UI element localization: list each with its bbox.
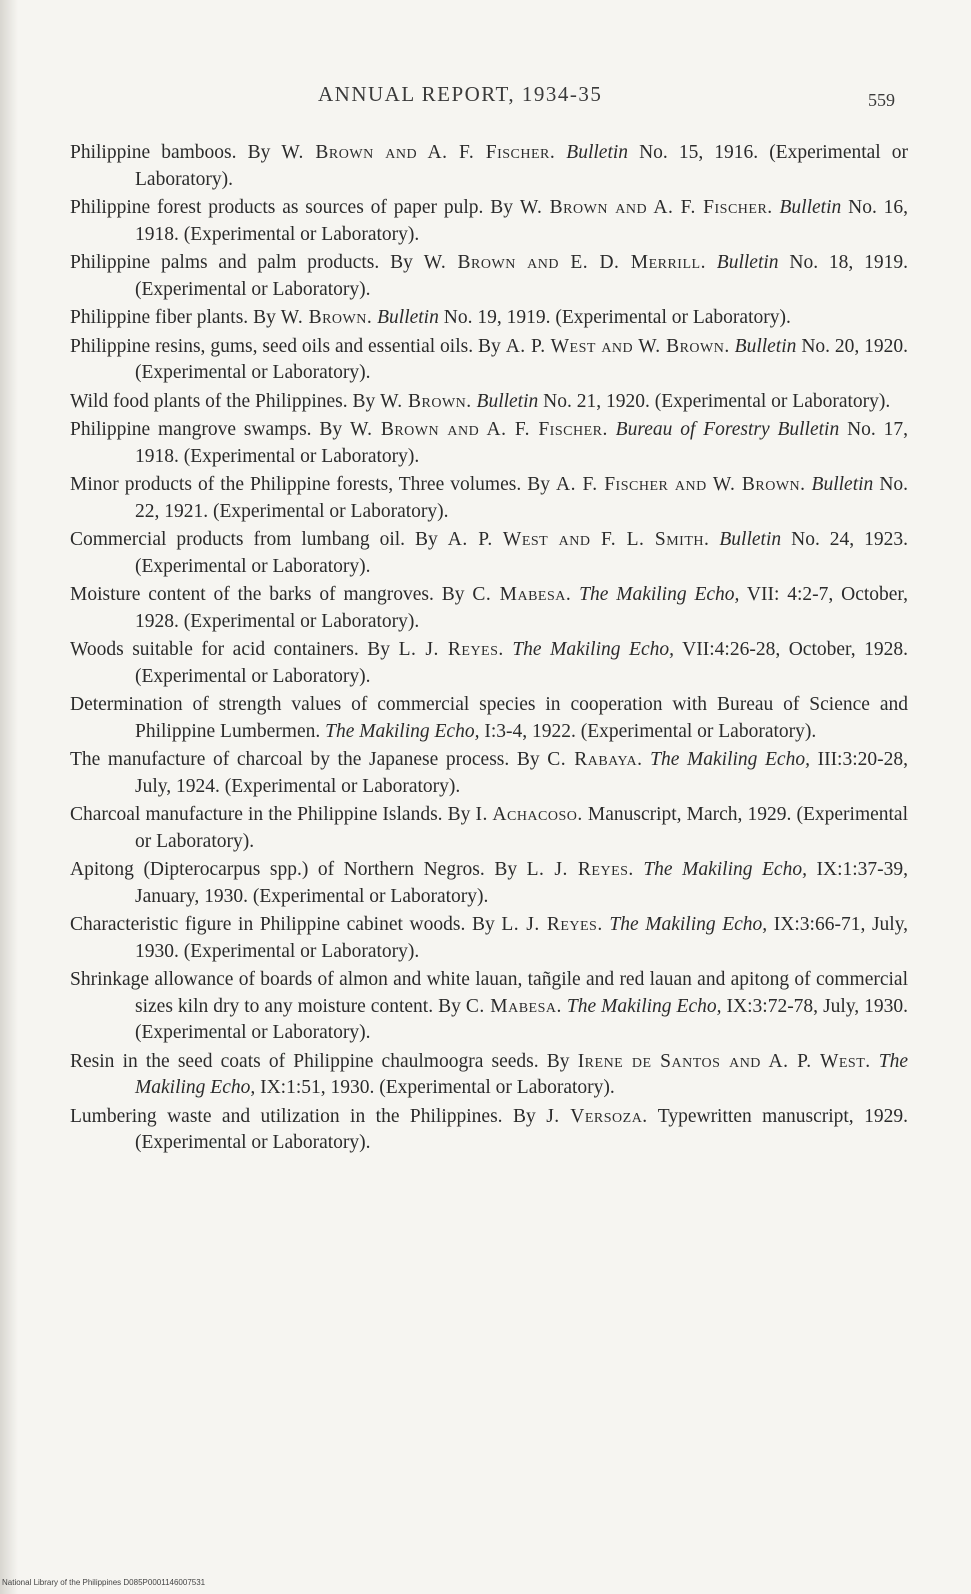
entry-publication: Bulletin: [716, 252, 779, 273]
list-item: [70, 140, 908, 193]
entry-title: Characteristic figure in Philippine cabinet woods.: [70, 914, 466, 935]
entry-authors: L. J. Reyes.: [398, 639, 504, 660]
entry-note: (Experimental or Laboratory).: [135, 804, 909, 852]
entry-publication: The Makiling Echo,: [135, 1050, 909, 1098]
entry-details: IX:3:66-71, July, 1930.: [135, 914, 909, 962]
entry-title: Apitong (Dipterocarpus spp.) of Northern Negros.: [70, 859, 485, 880]
entry-by: By: [253, 307, 276, 328]
entry-title: The manufacture of charcoal by the Japanese process.: [70, 749, 510, 770]
entry-publication: Bureau of Forestry Bulletin: [615, 419, 840, 440]
entry-note: (Experimental or Laboratory).: [252, 885, 489, 907]
entry-details: No. 19, 1919.: [443, 307, 551, 328]
list-item: [70, 967, 908, 1047]
entry-note: (Experimental or Laboratory).: [183, 610, 420, 632]
entry-by: By: [471, 914, 495, 935]
list-item: [70, 250, 908, 303]
list-item: [70, 417, 908, 470]
entry-title: Philippine forest products as sources of paper pulp.: [70, 197, 484, 218]
entry-details: Manuscript, March, 1929.: [587, 804, 792, 825]
entry-details: No. 21, 1920.: [543, 390, 650, 412]
entry-details: No. 16, 1918.: [135, 197, 909, 245]
entry-publication: Bulletin: [377, 307, 439, 328]
entry-by: By: [319, 419, 343, 440]
entry-by: By: [441, 584, 465, 605]
running-title: ANNUAL REPORT, 1934-35: [318, 82, 603, 106]
entry-authors: W. Brown and E. D. Merrill.: [423, 252, 706, 273]
entry-details: No. 17, 1918.: [135, 419, 908, 467]
entry-by: By: [415, 529, 438, 550]
entry-authors: A. F. Fischer and W. Brown.: [556, 474, 806, 495]
entry-authors: C. Mabesa.: [465, 995, 562, 1017]
entry-title: Charcoal manufacture in the Philippine Islands.: [70, 804, 443, 825]
list-item: [70, 472, 908, 525]
entry-by: By: [494, 859, 518, 880]
entry-by: By: [390, 252, 413, 273]
entry-authors: I. Achacoso.: [475, 804, 583, 825]
entry-details: No. 18, 1919.: [789, 252, 909, 273]
entry-note: (Experimental or Laboratory).: [224, 775, 461, 797]
entry-by: By: [546, 1050, 570, 1072]
entry-note: (Experimental or Laboratory).: [135, 362, 371, 383]
entry-title: Wild food plants of the Philippines.: [70, 390, 348, 412]
entry-authors: C. Rabaya.: [547, 749, 643, 770]
entry-title: Lumbering waste and utilization in the Philippines.: [70, 1105, 503, 1127]
entry-authors: L. J. Reyes.: [501, 914, 603, 935]
list-item: [70, 1104, 908, 1157]
entry-note: (Experimental or Laboratory).: [213, 500, 449, 522]
entry-publication: The Makiling Echo,: [579, 584, 740, 605]
entry-by: By: [490, 197, 513, 218]
entry-title: Woods suitable for acid containers.: [70, 639, 359, 660]
entry-details: Typewritten manuscript, 1929.: [657, 1105, 909, 1127]
entry-details: III:3:20-28, July, 1924.: [135, 749, 909, 797]
entry-authors: W. Brown.: [280, 307, 373, 328]
list-item: [70, 857, 908, 910]
entry-note: (Experimental or Laboratory).: [135, 1132, 371, 1153]
entry-details: VII: 4:2-7, October, 1928.: [135, 584, 909, 632]
entry-details: No. 22, 1921.: [135, 474, 909, 522]
entry-title: Commercial products from lumbang oil.: [70, 529, 406, 550]
entry-authors: W. Brown.: [380, 390, 472, 412]
scan-credit: National Library of the Philippines D085P0001146007531: [2, 1578, 206, 1587]
entry-publication: The Makiling Echo,: [609, 914, 768, 935]
entry-note: (Experimental or Laboratory).: [183, 445, 420, 467]
entry-by: By: [367, 639, 391, 660]
entry-note: (Experimental or Laboratory).: [379, 1077, 615, 1098]
entry-by: By: [516, 749, 540, 770]
entry-authors: W. Brown and A. F. Fischer.: [349, 419, 608, 440]
list-item: [70, 912, 908, 965]
entry-authors: W. Brown and A. F. Fischer.: [519, 197, 773, 218]
entry-details: No. 15, 1916.: [639, 142, 759, 163]
entry-note: (Experimental or Laboratory).: [183, 223, 420, 245]
entry-by: By: [527, 474, 551, 495]
entry-publication: The Makiling Echo,: [643, 859, 807, 880]
list-item: [70, 1049, 908, 1102]
entry-title: Philippine bamboos.: [70, 142, 237, 163]
entry-title: Philippine palms and palm products.: [70, 252, 380, 273]
entry-publication: Bulletin: [476, 390, 539, 412]
entry-authors: J. Versoza.: [546, 1105, 648, 1127]
list-item: [70, 692, 908, 745]
entry-note: (Experimental or Laboratory).: [135, 1022, 371, 1043]
entry-publication: The Makiling Echo,: [512, 639, 674, 660]
entry-details: I:3-4, 1922.: [484, 720, 576, 742]
list-item: [70, 527, 908, 580]
entry-publication: Bulletin: [811, 474, 874, 495]
entry-publication: The Makiling Echo,: [325, 720, 480, 742]
entry-by: By: [247, 142, 271, 163]
entry-title: Resin in the seed coats of Philippine chaulmoogra seeds.: [70, 1050, 539, 1072]
entry-by: By: [352, 390, 376, 412]
entry-authors: L. J. Reyes.: [526, 859, 634, 880]
entry-details: IX:1:37-39, January, 1930.: [135, 859, 909, 907]
entry-note: (Experimental or Laboratory).: [135, 665, 371, 687]
entry-authors: Irene de Santos and A. P. West.: [577, 1050, 871, 1072]
entry-details: IX:3:72-78, July, 1930.: [726, 995, 909, 1017]
entry-details: No. 20, 1920.: [801, 335, 909, 357]
entry-note: (Experimental or Laboratory).: [135, 555, 371, 577]
entry-publication: Bulletin: [719, 529, 782, 550]
entry-note: (Experimental or Laboratory).: [555, 307, 791, 328]
entry-publication: The Makiling Echo,: [650, 749, 810, 770]
entry-title: Philippine mangrove swamps.: [70, 419, 312, 440]
entry-publication: Bulletin: [566, 142, 629, 163]
page-number: 559: [868, 90, 895, 110]
entry-title: Philippine fiber plants.: [70, 307, 249, 328]
entry-note: (Experimental or Laboratory).: [135, 278, 371, 300]
entry-authors: A. P. West and F. L. Smith.: [447, 529, 710, 550]
entry-publication: The Makiling Echo,: [566, 995, 722, 1017]
entry-note: (Experimental or Laboratory).: [183, 940, 420, 962]
entry-title: Moisture content of the barks of mangroves.: [70, 584, 434, 605]
scan-edge-shadow: [0, 0, 18, 1594]
entry-details: No. 24, 1923.: [791, 529, 909, 550]
entry-note: (Experimental or Laboratory).: [135, 142, 909, 190]
list-item: [70, 637, 908, 690]
entry-by: By: [438, 995, 461, 1017]
entry-title: Philippine resins, gums, seed oils and essential oils.: [70, 335, 474, 357]
entry-authors: C. Mabesa.: [472, 584, 572, 605]
entry-by: By: [478, 335, 501, 357]
entry-authors: A. P. West and W. Brown.: [505, 335, 730, 357]
entry-note: (Experimental or Laboratory).: [580, 720, 817, 742]
list-item: [70, 334, 908, 387]
bibliography-list: [70, 140, 908, 1159]
entry-authors: W. Brown and A. F. Fischer.: [281, 142, 556, 163]
entry-by: By: [513, 1105, 536, 1127]
list-item: [70, 305, 908, 332]
entry-publication: Bulletin: [734, 335, 797, 357]
entry-title: Shrinkage allowance of boards of almon and white lauan, tañgile and red lauan and apitong of commercial sizes kiln dry to any moisture content.: [70, 969, 908, 1017]
entry-title: Minor products of the Philippine forests, Three volumes.: [70, 474, 522, 495]
list-item: [70, 747, 908, 800]
entry-publication: Bulletin: [779, 197, 842, 218]
entry-title: Determination of strength values of commercial species in cooperation with Bureau of Science and Philippine Lumbermen.: [70, 694, 908, 742]
entry-note: (Experimental or Laboratory).: [654, 390, 891, 412]
entry-by: By: [447, 804, 471, 825]
page-header: [0, 82, 971, 116]
entry-details: VII:4:26-28, October, 1928.: [682, 639, 909, 660]
list-item: [70, 195, 908, 248]
list-item: [70, 389, 908, 416]
entry-details: IX:1:51, 1930.: [260, 1077, 375, 1098]
list-item: [70, 802, 908, 855]
list-item: [70, 582, 908, 635]
